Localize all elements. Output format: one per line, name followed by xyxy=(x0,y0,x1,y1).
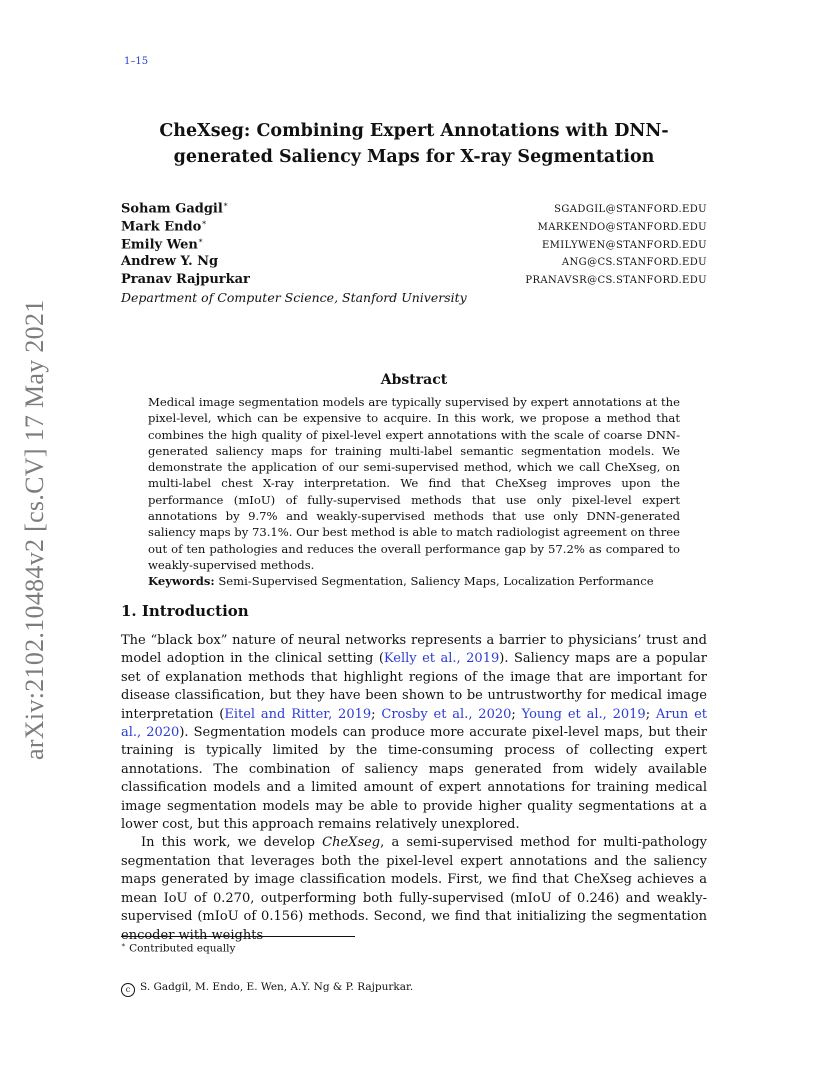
keywords-list: Semi-Supervised Segmentation, Saliency Maps, Localization Performance xyxy=(218,574,654,589)
author-email[interactable]: MARKENDO@STANFORD.EDU xyxy=(537,222,707,234)
copyright-line: c S. Gadgil, M. Endo, E. Wen, A.Y. Ng & P. Rajpurkar. xyxy=(121,981,413,997)
page-range: 1–15 xyxy=(124,56,149,67)
author-row xyxy=(121,272,707,290)
method-name: CheXseg xyxy=(322,835,381,851)
citation-link[interactable]: Crosby et al., 2020 xyxy=(381,706,512,722)
author-row xyxy=(121,200,707,218)
citation-link[interactable]: Young et al., 2019 xyxy=(521,706,646,722)
footnote-rule xyxy=(121,936,355,937)
author-email[interactable]: EMILYWEN@STANFORD.EDU xyxy=(541,240,707,252)
affiliation: Department of Computer Science, Stanford University xyxy=(121,290,467,305)
author-row xyxy=(121,236,707,254)
author-name: Mark Endo∗ xyxy=(121,218,207,235)
section-heading: 1. Introduction xyxy=(121,602,249,620)
abstract-text: Medical image segmentation models are typically supervised by expert annotations at the pixel-level, which can be expensive to acquire. In this work, we propose a method that combines the high quality of pixel-level expert annotations with the scale of coarse DNN-generated saliency maps for training multi-label semantic segmentation models. We demonstrate the application of our semi-supervised method, which we call CheXseg, on multi-label chest X-ray interpretation. We find that CheXseg improves upon the performance (mIoU) of fully-supervised methods that use only pixel-level expert annotations by 9.7% and weakly-supervised methods that use only DNN-generated saliency maps by 73.1%. Our best method is able to match radiologist agreement on three out of ten pathologies and reduces the overall performance gap by 57.2% as compared to weakly-supervised methods. xyxy=(148,395,680,572)
keywords-label: Keywords: xyxy=(148,574,215,589)
author-email[interactable]: PRANAVSR@CS.STANFORD.EDU xyxy=(525,275,707,286)
citation-link[interactable]: Kelly et al., 2019 xyxy=(383,651,500,667)
footnote: ∗ Contributed equally xyxy=(121,941,236,955)
intro-paragraph-1: The “black box” nature of neural networks represents a barrier to physicians’ trust and model adoption in the clinical setting (Kelly et al., 2019). Saliency maps are a popular set of explanation methods that highlight regions of the image that are important for disease classification, but they have been shown to be untrustworthy for medical image interpretation (Eitel and Ritter, 2019; Crosby et al., 2020; Young et al., 2019; Arun et al., 2020). Segmentation models can produce more accurate pixel-level maps, but their training is typically limited by the time-consuming process of collecting expert annotations. The combination of saliency maps generated from widely available classification models and a limited amount of expert annotations for training medical image segmentation models may be able to provide higher quality segmentations at a lower cost, but this approach remains relatively unexplored. xyxy=(121,633,708,833)
author-row xyxy=(121,254,707,272)
author-name: Emily Wen∗ xyxy=(121,236,204,253)
author-name: Soham Gadgil∗ xyxy=(121,200,229,217)
arxiv-identifier[interactable]: arXiv:2102.10484v2 [cs.CV] 17 May 2021 xyxy=(20,299,49,760)
author-name: Andrew Y. Ng xyxy=(121,254,219,269)
author-email[interactable]: ANG@CS.STANFORD.EDU xyxy=(561,257,707,268)
author-email[interactable]: SGADGIL@STANFORD.EDU xyxy=(554,204,707,216)
author-name: Pranav Rajpurkar xyxy=(121,272,250,287)
citation-link[interactable]: Arun et al., 2020 xyxy=(121,706,708,741)
copyright-icon: c xyxy=(121,983,135,997)
keywords xyxy=(148,573,680,589)
abstract-heading: Abstract xyxy=(380,372,448,388)
introduction-section xyxy=(121,602,707,945)
paper-title: CheXseg: Combining Expert Annotations with DNN-generated Saliency Maps for X-ray Segmentation xyxy=(159,121,669,167)
citation-link[interactable]: Eitel and Ritter, 2019 xyxy=(224,706,372,722)
abstract-section xyxy=(148,372,680,590)
intro-paragraph-2: In this work, we develop CheXseg, a semi-supervised method for multi-pathology segmentation that leverages both the pixel-level expert annotations and the saliency maps generated by image classification models. First, we find that CheXseg achieves a mean IoU of 0.270, outperforming both fully-supervised (mIoU of 0.246) and weakly-supervised (mIoU of 0.156) methods. Second, we find that initializing the segmentation encoder with weights xyxy=(121,835,707,943)
author-block xyxy=(121,200,707,308)
author-row xyxy=(121,218,707,236)
